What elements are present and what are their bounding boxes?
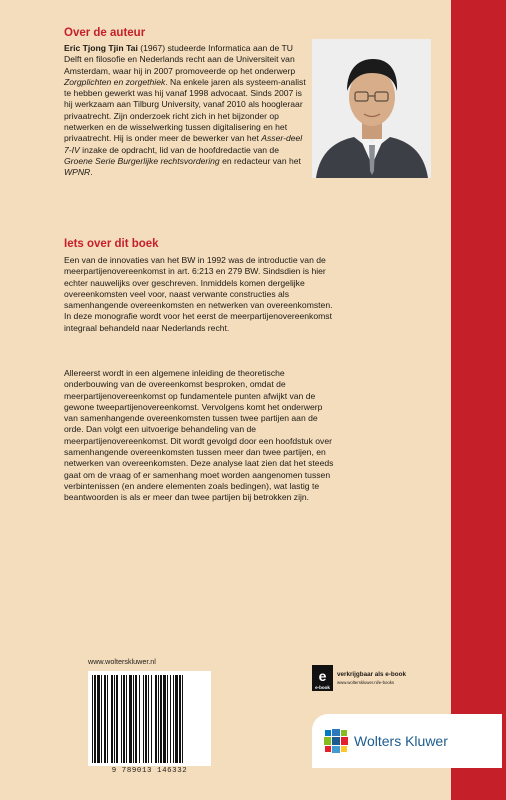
ebook-label: verkrijgbaar als e-book [337, 671, 406, 678]
publisher-name: Wolters Kluwer [354, 733, 448, 749]
book-paragraph-1: Een van de innovaties van het BW in 1992 was de introductie van de meerpartijenovereenkomst in art. 6:213 en 279 BW. Sindsdien is hier echter nauwelijks over geschreven. Inmiddels komen dergelijke overeenkomsten veel voor, naast verwante constructies als samenhangende overeenkomsten en netwerken van overeenkomsten. In deze monografie wordt voor het eerst de meerpartijenovereenkomst integraal behandeld naar Nederlands recht. [64, 255, 333, 333]
wolters-kluwer-logo-icon [324, 729, 348, 753]
ebook-icon: e e-book [312, 665, 333, 691]
ebook-url: www.wolterskluwer.nl/e-books [337, 680, 395, 685]
author-photo [312, 39, 431, 178]
author-heading: Over de auteur [64, 27, 146, 39]
barcode-icon [88, 671, 211, 766]
book-paragraph-2: Allereerst wordt in een algemene inleiding de theoretische onderbouwing van de overeenkomst besproken, omdat de meerpartijenovereenkomst op fundamentele punten afwijkt van de gewone tweepartijenovereenkomst. Vervolgens komt het onderwerp van samenhangende overeenkomsten tussen twee partijen aan de orde. Dan volgt een uitvoerige behandeling van de meerpartijenovereenkomst. Dit wordt gevolgd door een hoofdstuk over samenhangende overeenkomsten tussen meer dan twee partijen, en netwerken van overeenkomsten. Deze analyse laat zien dat het steeds gaat om de vraag of er samenhang moet worden aangenomen tussen verbintenissen (en andere elementen zoals bedingen), wat lastig te beantwoorden is als er meer dan twee partijen bij betrokken zijn. [64, 368, 334, 503]
isbn-barcode [88, 671, 211, 766]
website-url: www.wolterskluwer.nl [88, 657, 156, 666]
author-name: Eric Tjong Tjin Tai [64, 43, 138, 53]
book-heading: Iets over dit boek [64, 238, 159, 250]
author-portrait-icon [312, 39, 431, 178]
ebook-badge [312, 665, 427, 691]
barcode-number: 9 789013 146332 [111, 767, 188, 775]
red-side-bar [451, 0, 506, 800]
author-bio: Eric Tjong Tjin Tai (1967) studeerde Informatica aan de TU Delft en filosofie en Nederlands recht aan de Universiteit van Amsterdam, waar hij in 2007 promoveerde op het onderwerp Zorgplichten en zorgethiek. Na enkele jaren als systeem-analist te hebben gewerkt was hij vanaf 1998 advocaat. Sinds 2007 is hij werkzaam aan Tilburg University, vanaf 2010 als hoogleraar privaatrecht. Zijn onderzoek richt zich in het bijzonder op netwerken en de wisselwerking tussen digitalisering en het privaatrecht. Hij is onder meer de bewerker van het Asser-deel 7-IV inzake de opdracht, lid van de hoofdredactie van de Groene Serie Burgerlijke rechtsvordering en redacteur van het WPNR. [64, 43, 306, 178]
publisher-logo-box [312, 714, 502, 768]
